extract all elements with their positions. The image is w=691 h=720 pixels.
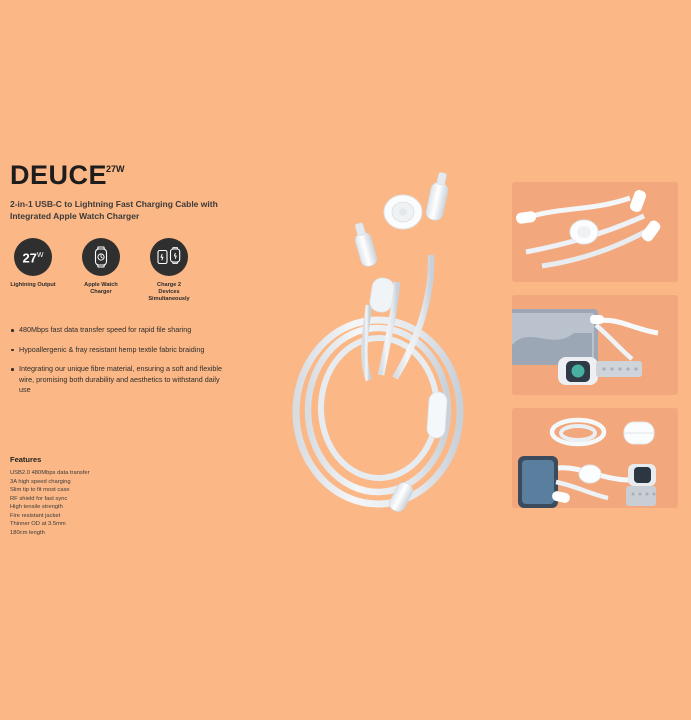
photo-card-phone-earbuds-watch: [512, 408, 678, 508]
badge-circle: [150, 238, 188, 276]
wattage-superscript: 27W: [106, 164, 125, 174]
photo-card-tablet-watch: [512, 295, 678, 395]
hero-product-image: [265, 160, 495, 530]
badge-circle: [82, 238, 120, 276]
features-block: [10, 455, 240, 537]
product-subtitle: 2-in-1 USB-C to Lightning Fast Charging Cable with Integrated Apple Watch Charger: [10, 199, 218, 221]
page-title: DEUCE: [10, 160, 108, 190]
list-item: 480Mbps fast data transfer speed for rapid file sharing: [10, 325, 225, 336]
feature-badges: [10, 238, 260, 303]
product-info-column: [10, 160, 260, 412]
badge-watt-unit: W: [36, 252, 44, 260]
photo-card-list: [512, 182, 678, 521]
badge-label: Charge 2 Devices Simultaneously: [148, 282, 190, 302]
brand-row: [10, 160, 260, 190]
list-item: 180cm length: [10, 529, 45, 536]
badge-apple-watch-charger: [78, 238, 124, 303]
badge-two-devices: [146, 238, 192, 303]
badge-label: Apple Watch Charger: [84, 282, 118, 295]
list-item: USB2.0 480Mbps data transfer: [10, 470, 90, 476]
list-item: High tensile strength: [10, 504, 63, 510]
watt-icon: [22, 249, 43, 264]
badge-label: Lightning Output: [10, 282, 56, 288]
badge-watt-value: 27: [22, 250, 37, 266]
badge-circle: [14, 238, 52, 276]
badge-lightning-output: [10, 238, 56, 303]
list-item: Fire resistant jacket: [10, 512, 61, 519]
list-item: RF shield for fast sync: [10, 495, 68, 502]
apple-watch-charger-icon: [91, 246, 111, 268]
list-item: Integrating our unique fibre material, ensuring a soft and flexible wire, promising both durability and aesthetics to withstand daily use: [10, 364, 225, 396]
two-devices-icon: [157, 247, 181, 267]
list-item: Thinner OD at 3.5mm: [10, 521, 66, 527]
bullet-list: [10, 325, 225, 396]
list-item: 3A high speed charging: [10, 478, 71, 485]
features-heading: Features: [10, 455, 42, 464]
list-item: Slim tip to fit most case: [10, 487, 70, 493]
photo-card-cable-flat: [512, 182, 678, 282]
list-item: Hypoallergenic & fray resistant hemp textile fabric braiding: [10, 345, 225, 356]
features-list: [10, 469, 240, 537]
